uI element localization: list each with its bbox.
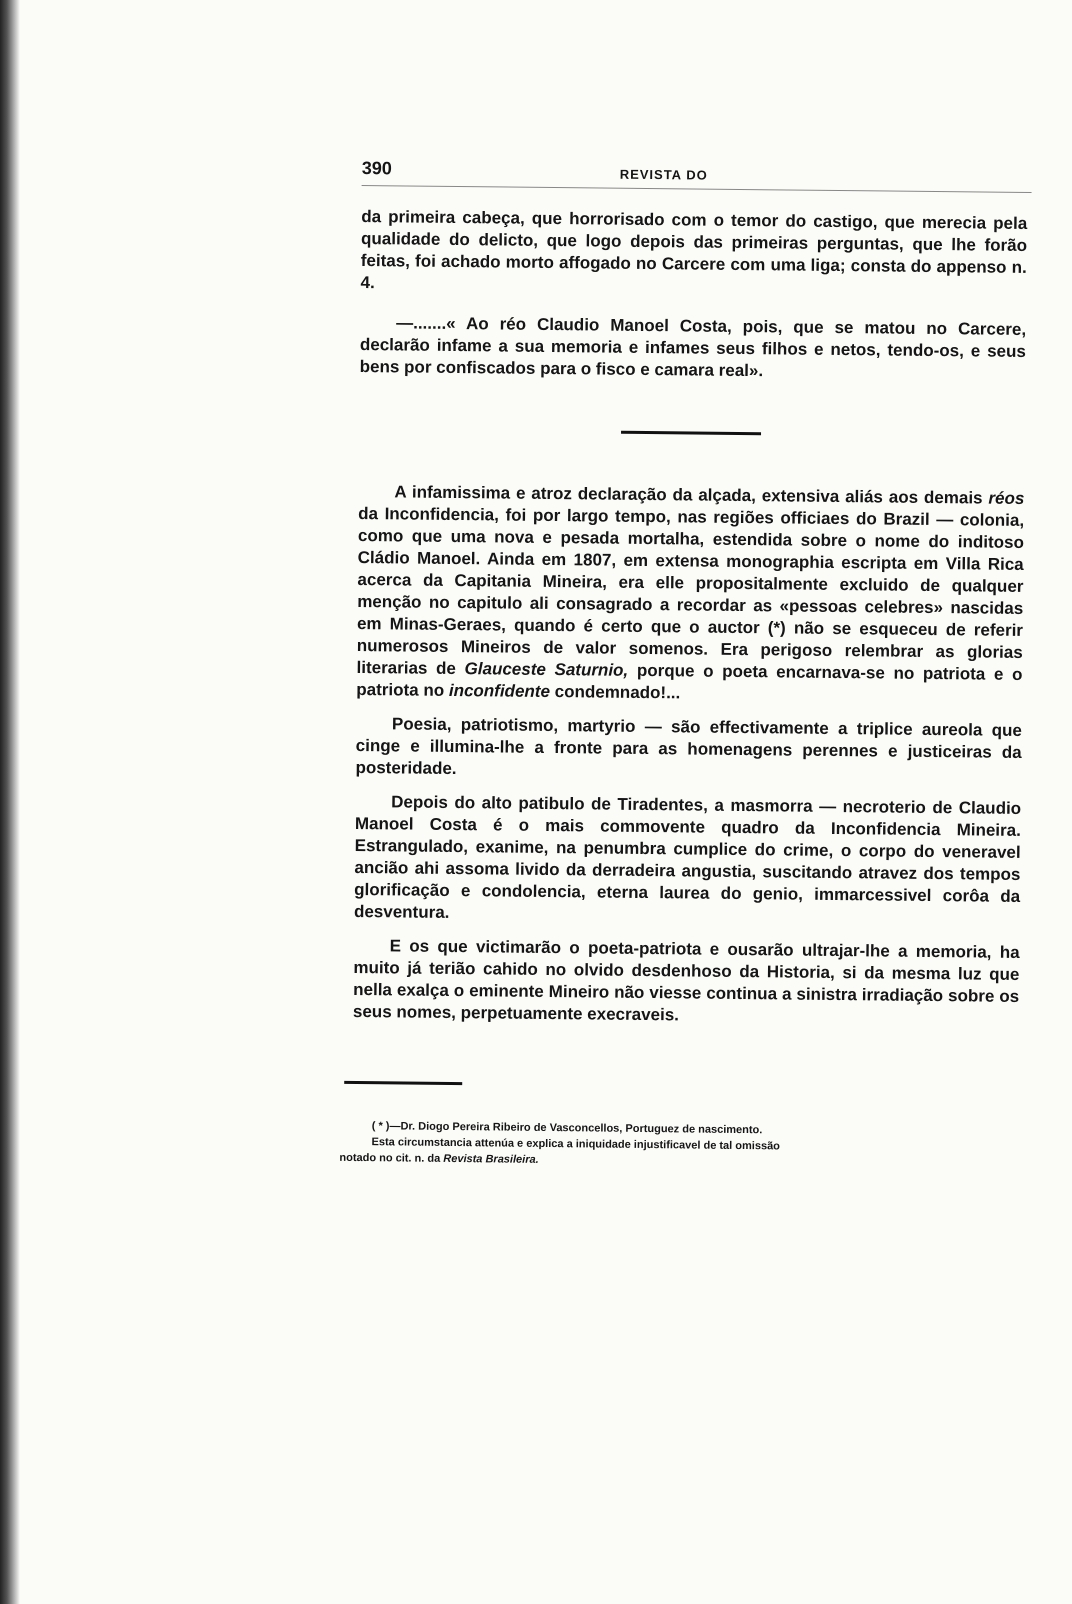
footnote-divider [344, 1081, 462, 1085]
paragraph-2: Poesia, patriotismo, martyrio — são effectivamente a triplice aureola que cinge e illumina-lhe a fronte para as homenagens perennes e justiceiras da posteridade. [355, 714, 1023, 779]
section-divider [621, 431, 761, 435]
continued-paragraph: da primeira cabeça, que horrorisado com o temor do castigo, que merecia pela qualidade do delicto, que logo depois das primeiras perguntas, que lhe forão feitas, foi achado morto affogado no Carcere com uma liga; consta do appenso n. 4. [360, 206, 1028, 293]
footnote-1: ( * )—Dr. Diogo Pereira Ribeiro de Vasconcellos, Portuguez de nascimento. [371, 1120, 763, 1137]
page [339, 148, 1028, 1173]
footnotes [339, 1118, 1017, 1173]
book-spine-shadow [0, 0, 20, 1604]
header-rule [362, 185, 1032, 193]
sentence-quote: —.......« Ao réo Claudio Manoel Costa, pois, que se matou no Carcere, declarão infame a sua memoria e infames seus filhos e netos, tendo-os, e seus bens por confiscados para o fisco e camara real». [359, 313, 1027, 381]
page-number: 390 [361, 157, 392, 179]
footnote-3: notado no cit. n. da Revista Brasileira. [339, 1151, 539, 1166]
paragraph-4: E os que victimarão o poeta-patriota e ousarão ultrajar-lhe a memoria, ha muito já terião cahido no olvido desdenhoso da Historia, si da mesma luz que nella exalça o eminente Mineiro não viesse continua a sinistra irradiação sobre os seus nomes, perpetuamente execraveis. [352, 936, 1020, 1025]
paragraph-3: Depois do alto patibulo de Tiradentes, a masmorra — necroterio de Claudio Manoel Costa é o mais commovente quadro da Inconfidencia Mineira. Estrangulado, exanime, na penumbra cumplice do crime, o corpo do veneravel ancião ahi assoma livido da derradeira angustia, suscitando atravez dos tempos glorificação e condolencia, eterna laurea do genio, immarcessivel corôa da desventura. [353, 792, 1022, 922]
page-header [362, 148, 1028, 185]
paragraph-1: A infamissima e atroz declaração da alçada, extensiva aliás aos demais réos da Inconfidencia, foi por largo tempo, nas regiões officiaes do Brazil — colonia, como que uma nova e pesada mortalha, estendida sobre o nome do inditoso Cládio Manoel. Ainda em 1807, em extensa monographia escripta em Villa Rica acerca da Capitania Mineira, era elle propositalmente excluido de qualquer menção no capitulo ali consagrado a recordar as «pessoas celebres» nascidas em Minas-Geraes, quando é certo que o auctor (*) não se esqueceu de referir numerosos Mineiros de valor somenos. Era perigoso relembrar as glorias literarias de Glauceste Saturnio, porque o poeta encarnava-se no patriota e o patriota no inconfidente condemnado!... [356, 482, 1025, 703]
footnote-2: Esta circumstancia attenúa e explica a iniquidade injustificavel de tal omissão [371, 1136, 781, 1153]
running-head: REVISTA DO [619, 166, 708, 183]
